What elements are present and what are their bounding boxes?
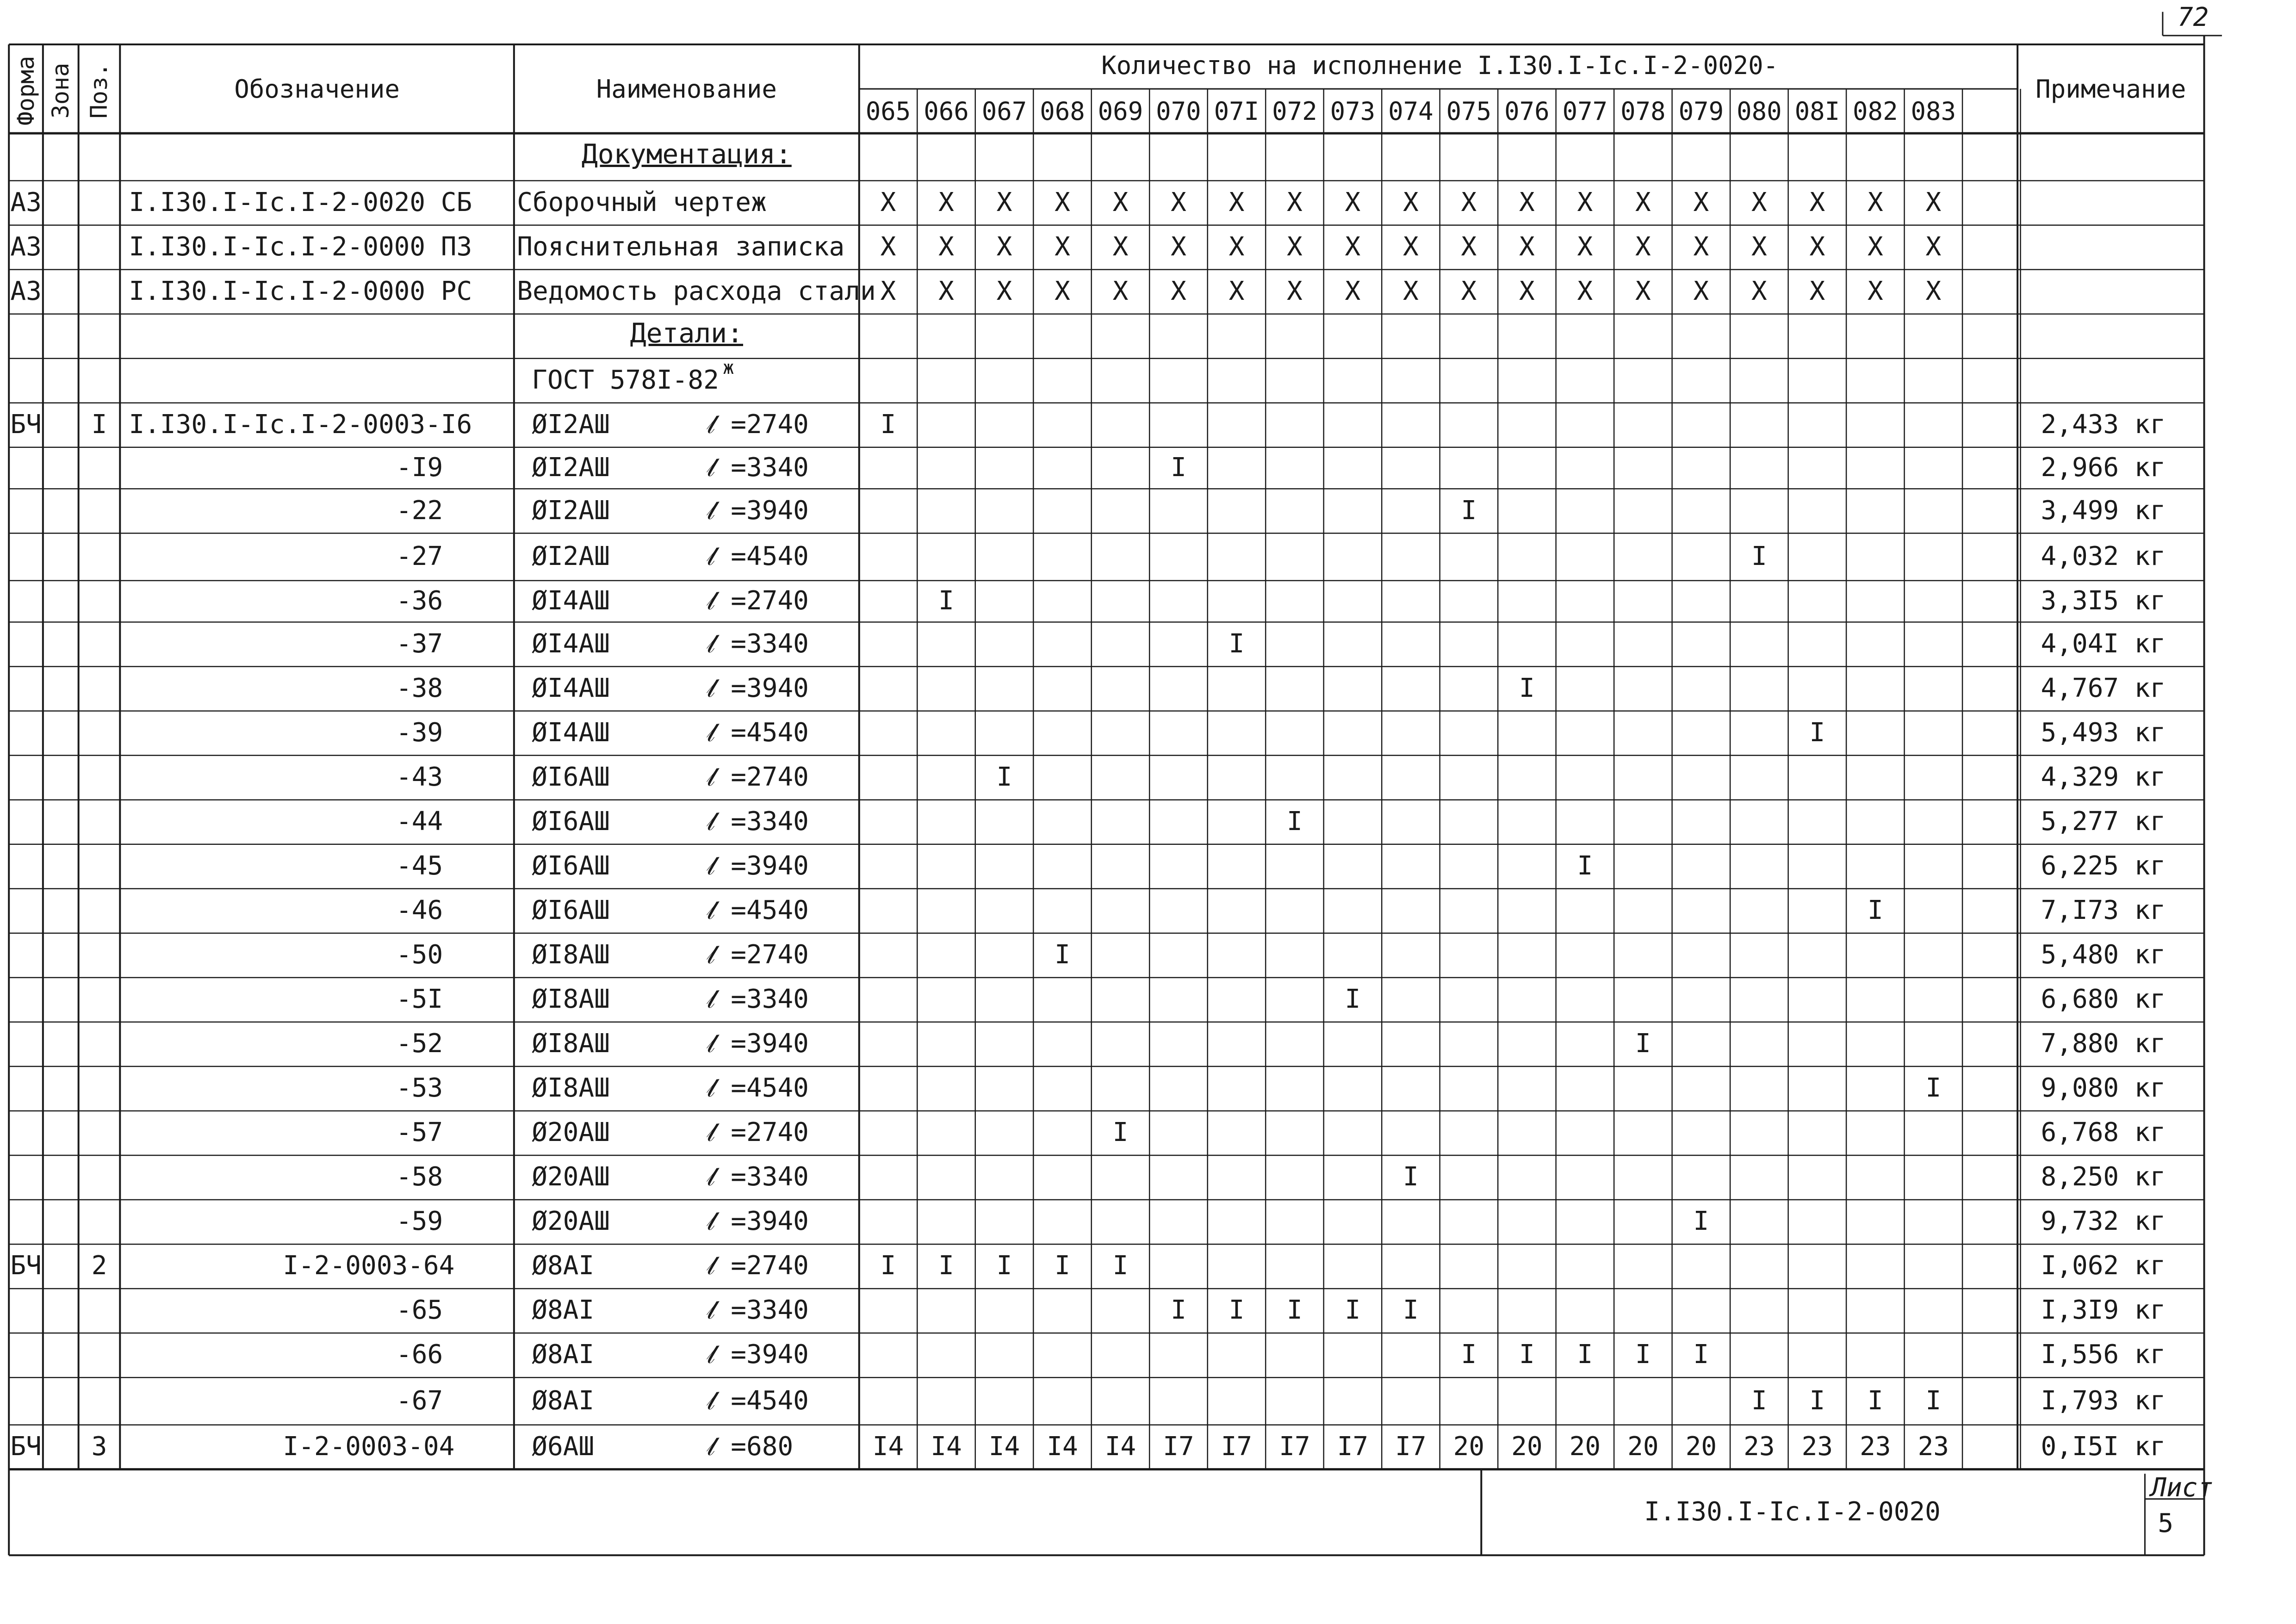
header-poz: Поз. [86, 62, 113, 119]
qty-cell: I [1809, 717, 1825, 748]
qty-cell: X [1925, 231, 1942, 262]
row-length: 𝓁 =4540 [707, 541, 809, 571]
variant-column-080: 080 [1737, 97, 1782, 126]
standard-superscript-wrap [723, 359, 734, 388]
row-rebar-grade: Ø8АI [532, 1295, 595, 1326]
row-length: 𝓁 =3340 [707, 1162, 809, 1192]
row-designation: I.I30.I-Ic.I-2-0020 СБ [129, 187, 472, 217]
row-length: 𝓁 =2740 [707, 762, 809, 792]
row-length: 𝓁 =4540 [707, 1073, 809, 1103]
header-forma: Форма [12, 56, 40, 126]
qty-cell: X [1635, 231, 1651, 262]
row-forma: А3 [10, 276, 42, 306]
row-rebar-grade: ØI6АШ [532, 895, 610, 925]
qty-cell: X [1751, 276, 1767, 306]
row-mass-note: 4,04I кг [2041, 628, 2166, 659]
qty-cell: I7 [1163, 1431, 1194, 1462]
row-position: I [91, 409, 107, 440]
row-rebar-grade: Ø20АШ [532, 1162, 610, 1192]
qty-cell: I [1519, 673, 1535, 703]
qty-cell: X [1577, 231, 1593, 262]
header-kolichestvo: Количество на исполнение I.I30.I-Ic.I-2-0020- [1101, 51, 1779, 81]
qty-cell: X [1809, 276, 1825, 306]
row-length: 𝓁 =3940 [707, 495, 809, 526]
qty-cell: I [1751, 1385, 1767, 1416]
row-designation: -43 [396, 762, 443, 792]
row-designation: -I9 [396, 452, 443, 483]
row-designation: I.I30.I-Ic.I-2-0000 РС [129, 276, 472, 306]
variant-column-076: 076 [1504, 97, 1550, 126]
qty-cell: X [1287, 231, 1303, 262]
row-designation: -22 [396, 495, 443, 526]
qty-cell: I [1287, 1295, 1303, 1326]
qty-cell: X [1403, 276, 1419, 306]
variant-column-072: 072 [1272, 97, 1317, 126]
header-naimenovanie: Наименование [596, 74, 777, 104]
row-designation: -66 [396, 1339, 443, 1370]
row-mass-note: 9,080 кг [2041, 1073, 2166, 1103]
row-mass-note: 5,480 кг [2041, 940, 2166, 970]
row-rebar-grade: Ø8АI [532, 1385, 595, 1416]
row-standard: ГОСТ 578I-82 [532, 365, 719, 395]
row-designation: -37 [396, 628, 443, 659]
qty-cell: 20 [1627, 1431, 1659, 1462]
variant-column-083: 083 [1911, 97, 1956, 126]
section-heading: Документация: [581, 138, 792, 170]
qty-cell: I [1112, 1117, 1129, 1148]
qty-cell: I4 [872, 1431, 904, 1462]
variant-column-079: 079 [1678, 97, 1724, 126]
variant-column-07I: 07I [1214, 97, 1260, 126]
qty-cell: I [1055, 940, 1070, 970]
qty-cell: I [880, 1251, 896, 1281]
row-length: 𝓁 =680 [707, 1431, 794, 1462]
row-rebar-grade: ØI4АШ [532, 585, 610, 616]
row-length: 𝓁 =2740 [707, 1117, 809, 1148]
qty-cell: X [1112, 187, 1129, 217]
row-designation: -52 [396, 1029, 443, 1059]
qty-cell: X [1519, 187, 1535, 217]
variant-column-069: 069 [1098, 97, 1143, 126]
qty-cell: I [1287, 806, 1303, 837]
row-designation: -27 [396, 541, 443, 571]
qty-cell: I [1112, 1251, 1129, 1281]
row-rebar-grade: ØI2АШ [532, 409, 610, 440]
qty-cell: X [1635, 276, 1651, 306]
qty-cell: X [1867, 187, 1883, 217]
variant-column-070: 070 [1156, 97, 1201, 126]
qty-cell: 23 [1801, 1431, 1833, 1462]
row-length: 𝓁 =2740 [707, 1251, 809, 1281]
row-mass-note: 5,277 кг [2041, 806, 2166, 837]
qty-cell: I [1809, 1385, 1825, 1416]
row-length: 𝓁 =3940 [707, 1339, 809, 1370]
row-mass-note: 2,966 кг [2041, 452, 2166, 483]
row-designation: -46 [396, 895, 443, 925]
row-designation: -65 [396, 1295, 443, 1326]
row-length: 𝓁 =3940 [707, 673, 809, 703]
row-designation: I.I30.I-Ic.I-2-0000 ПЗ [129, 231, 472, 262]
qty-cell: X [1461, 187, 1477, 217]
sheet-number: 5 [2158, 1508, 2174, 1539]
qty-cell: X [1693, 187, 1709, 217]
row-designation: -38 [396, 673, 443, 703]
qty-cell: X [1461, 231, 1477, 262]
qty-cell: X [1055, 231, 1070, 262]
section-heading: Детали: [630, 317, 743, 349]
row-mass-note: 3,499 кг [2041, 495, 2166, 526]
row-designation: -59 [396, 1206, 443, 1237]
qty-cell: X [880, 231, 896, 262]
qty-cell: X [880, 276, 896, 306]
qty-cell: I [1345, 984, 1361, 1015]
row-designation: -67 [396, 1385, 443, 1416]
row-rebar-grade: Ø20АШ [532, 1206, 610, 1237]
row-mass-note: 0,I5I кг [2041, 1431, 2166, 1462]
qty-cell: X [1867, 276, 1883, 306]
qty-cell: I [1055, 1251, 1070, 1281]
row-mass-note: 4,032 кг [2041, 541, 2166, 571]
qty-cell: X [1345, 231, 1361, 262]
qty-cell: I [1403, 1162, 1419, 1192]
qty-cell: X [1171, 231, 1186, 262]
variant-column-066: 066 [924, 97, 969, 126]
variant-column-065: 065 [865, 97, 911, 126]
qty-cell: X [1519, 231, 1535, 262]
row-rebar-grade: Ø8АI [532, 1251, 595, 1281]
variant-column-067: 067 [981, 97, 1027, 126]
qty-cell: X [1867, 231, 1883, 262]
row-rebar-grade: ØI4АШ [532, 673, 610, 703]
row-name: Пояснительная записка [517, 231, 845, 262]
row-rebar-grade: ØI4АШ [532, 628, 610, 659]
row-designation: -57 [396, 1117, 443, 1148]
row-mass-note: 9,732 кг [2041, 1206, 2166, 1237]
row-forma: БЧ [10, 409, 42, 440]
qty-cell: 23 [1860, 1431, 1891, 1462]
row-length: 𝓁 =2740 [707, 585, 809, 616]
qty-cell: I [880, 409, 896, 440]
row-length: 𝓁 =3340 [707, 984, 809, 1015]
row-mass-note: I,062 кг [2041, 1251, 2166, 1281]
row-name: Ведомость расхода стали [517, 276, 876, 306]
row-length: 𝓁 =3340 [707, 452, 809, 483]
qty-cell: X [938, 276, 954, 306]
row-position: 3 [91, 1431, 107, 1462]
qty-cell: X [1461, 276, 1477, 306]
row-mass-note: 6,768 кг [2041, 1117, 2166, 1148]
qty-cell: X [1055, 187, 1070, 217]
qty-cell: X [880, 187, 896, 217]
row-length: 𝓁 =3340 [707, 628, 809, 659]
qty-cell: X [1403, 231, 1419, 262]
row-length: 𝓁 =3340 [707, 806, 809, 837]
qty-cell: 20 [1569, 1431, 1601, 1462]
qty-cell: X [1925, 276, 1942, 306]
row-length: 𝓁 =4540 [707, 1385, 809, 1416]
qty-cell: I [1519, 1339, 1535, 1370]
row-mass-note: 7,I73 кг [2041, 895, 2166, 925]
qty-cell: I4 [1047, 1431, 1078, 1462]
row-mass-note: 2,433 кг [2041, 409, 2166, 440]
row-length: 𝓁 =4540 [707, 717, 809, 748]
qty-cell: I [1635, 1339, 1651, 1370]
qty-cell: X [938, 231, 954, 262]
qty-cell: I [996, 762, 1012, 792]
qty-cell: I [1693, 1206, 1709, 1237]
qty-cell: I4 [988, 1431, 1020, 1462]
variant-column-074: 074 [1388, 97, 1433, 126]
row-rebar-grade: ØI2АШ [532, 452, 610, 483]
qty-cell: X [1751, 187, 1767, 217]
qty-cell: I [1171, 1295, 1186, 1326]
qty-cell: X [1171, 276, 1186, 306]
qty-cell: 20 [1685, 1431, 1717, 1462]
row-mass-note: 6,680 кг [2041, 984, 2166, 1015]
row-designation: -36 [396, 585, 443, 616]
row-forma: БЧ [10, 1431, 42, 1462]
qty-cell: I [1403, 1295, 1419, 1326]
row-name: Сборочный чертеж [517, 187, 767, 217]
header-zona: Зона [47, 62, 74, 119]
variant-column-075: 075 [1446, 97, 1492, 126]
qty-cell: X [1287, 187, 1303, 217]
qty-cell: I7 [1279, 1431, 1310, 1462]
qty-cell: X [1171, 187, 1186, 217]
row-designation: -50 [396, 940, 443, 970]
qty-cell: X [938, 187, 954, 217]
variant-column-068: 068 [1040, 97, 1085, 126]
qty-cell: I [1693, 1339, 1709, 1370]
qty-cell: I [1635, 1029, 1651, 1059]
qty-cell: X [1287, 276, 1303, 306]
header-oboznachenie: Обозначение [234, 74, 400, 104]
page-number: 72 [2177, 2, 2209, 32]
row-rebar-grade: ØI8АШ [532, 984, 610, 1015]
qty-cell: I7 [1395, 1431, 1427, 1462]
qty-cell: 20 [1511, 1431, 1543, 1462]
row-length: 𝓁 =3940 [707, 1206, 809, 1237]
variant-column-073: 073 [1330, 97, 1376, 126]
row-rebar-grade: ØI8АШ [532, 940, 610, 970]
qty-cell: I [1345, 1295, 1361, 1326]
qty-cell: X [1229, 187, 1245, 217]
row-mass-note: 4,329 кг [2041, 762, 2166, 792]
qty-cell: X [1925, 187, 1942, 217]
qty-cell: X [996, 276, 1012, 306]
row-rebar-grade: ØI8АШ [532, 1073, 610, 1103]
qty-cell: 23 [1744, 1431, 1775, 1462]
qty-cell: X [1403, 187, 1419, 217]
row-forma: А3 [10, 187, 42, 217]
row-forma: БЧ [10, 1251, 42, 1281]
row-rebar-grade: Ø8АI [532, 1339, 595, 1370]
qty-cell: X [1229, 276, 1245, 306]
qty-cell: I [1577, 850, 1593, 881]
qty-cell: X [1693, 276, 1709, 306]
row-rebar-grade: Ø20АШ [532, 1117, 610, 1148]
row-length: 𝓁 =4540 [707, 895, 809, 925]
qty-cell: I [1751, 541, 1767, 571]
row-designation: I-2-0003-64 [283, 1251, 455, 1281]
row-mass-note: 8,250 кг [2041, 1162, 2166, 1192]
row-rebar-grade: ØI6АШ [532, 850, 610, 881]
qty-cell: I [1925, 1385, 1942, 1416]
header-primechanie: Примечание [2035, 74, 2186, 104]
row-length: 𝓁 =2740 [707, 409, 809, 440]
row-rebar-grade: Ø6АШ [532, 1431, 595, 1462]
row-mass-note: I,3I9 кг [2041, 1295, 2166, 1326]
qty-cell: I7 [1221, 1431, 1253, 1462]
row-length: 𝓁 =2740 [707, 940, 809, 970]
qty-cell: I [1171, 452, 1186, 483]
qty-cell: I4 [1105, 1431, 1136, 1462]
row-mass-note: 3,3I5 кг [2041, 585, 2166, 616]
qty-cell: X [1809, 231, 1825, 262]
qty-cell: X [1229, 231, 1245, 262]
row-designation: I.I30.I-Ic.I-2-0003-I6 [129, 409, 472, 440]
row-position: 2 [91, 1251, 107, 1281]
qty-cell: I [938, 585, 954, 616]
sheet-label: Лист [2151, 1473, 2214, 1503]
row-rebar-grade: ØI4АШ [532, 717, 610, 748]
row-rebar-grade: ØI6АШ [532, 806, 610, 837]
row-mass-note: 7,880 кг [2041, 1029, 2166, 1059]
row-designation: -44 [396, 806, 443, 837]
qty-cell: 20 [1453, 1431, 1485, 1462]
row-designation: -53 [396, 1073, 443, 1103]
row-rebar-grade: ØI2АШ [532, 541, 610, 571]
qty-cell: X [1751, 231, 1767, 262]
row-length: 𝓁 =3940 [707, 850, 809, 881]
qty-cell: 23 [1917, 1431, 1949, 1462]
standard-superscript: ж [723, 357, 734, 378]
qty-cell: I [1925, 1073, 1942, 1103]
row-mass-note: I,793 кг [2041, 1385, 2166, 1416]
qty-cell: I [1461, 1339, 1477, 1370]
qty-cell: I [1229, 628, 1245, 659]
qty-cell: X [1693, 231, 1709, 262]
qty-cell: X [996, 187, 1012, 217]
qty-cell: I4 [931, 1431, 962, 1462]
qty-cell: X [1112, 276, 1129, 306]
qty-cell: X [1809, 187, 1825, 217]
row-designation: -39 [396, 717, 443, 748]
row-designation: -58 [396, 1162, 443, 1192]
qty-cell: I [1867, 1385, 1883, 1416]
qty-cell: X [1519, 276, 1535, 306]
qty-cell: X [1055, 276, 1070, 306]
row-length: 𝓁 =3940 [707, 1029, 809, 1059]
title-block-doc-code: I.I30.I-Ic.I-2-0020 [1644, 1496, 1941, 1527]
qty-cell: X [1345, 276, 1361, 306]
variant-column-082: 082 [1853, 97, 1898, 126]
row-mass-note: 5,493 кг [2041, 717, 2166, 748]
qty-cell: I [938, 1251, 954, 1281]
variant-column-08I: 08I [1794, 97, 1840, 126]
variant-column-078: 078 [1620, 97, 1666, 126]
row-designation: I-2-0003-04 [283, 1431, 455, 1462]
row-designation: -5I [396, 984, 443, 1015]
qty-cell: I [1229, 1295, 1245, 1326]
qty-cell: I [1867, 895, 1883, 925]
qty-cell: X [1635, 187, 1651, 217]
qty-cell: X [1577, 276, 1593, 306]
qty-cell: I7 [1337, 1431, 1369, 1462]
qty-cell: X [1345, 187, 1361, 217]
row-rebar-grade: ØI2АШ [532, 495, 610, 526]
row-forma: А3 [10, 231, 42, 262]
row-rebar-grade: ØI6АШ [532, 762, 610, 792]
qty-cell: I [996, 1251, 1012, 1281]
row-mass-note: 6,225 кг [2041, 850, 2166, 881]
row-length: 𝓁 =3340 [707, 1295, 809, 1326]
row-mass-note: I,556 кг [2041, 1339, 2166, 1370]
qty-cell: X [996, 231, 1012, 262]
row-rebar-grade: ØI8АШ [532, 1029, 610, 1059]
qty-cell: X [1577, 187, 1593, 217]
qty-cell: I [1461, 495, 1477, 526]
row-designation: -45 [396, 850, 443, 881]
qty-cell: I [1577, 1339, 1593, 1370]
row-mass-note: 4,767 кг [2041, 673, 2166, 703]
qty-cell: X [1112, 231, 1129, 262]
variant-column-077: 077 [1562, 97, 1608, 126]
